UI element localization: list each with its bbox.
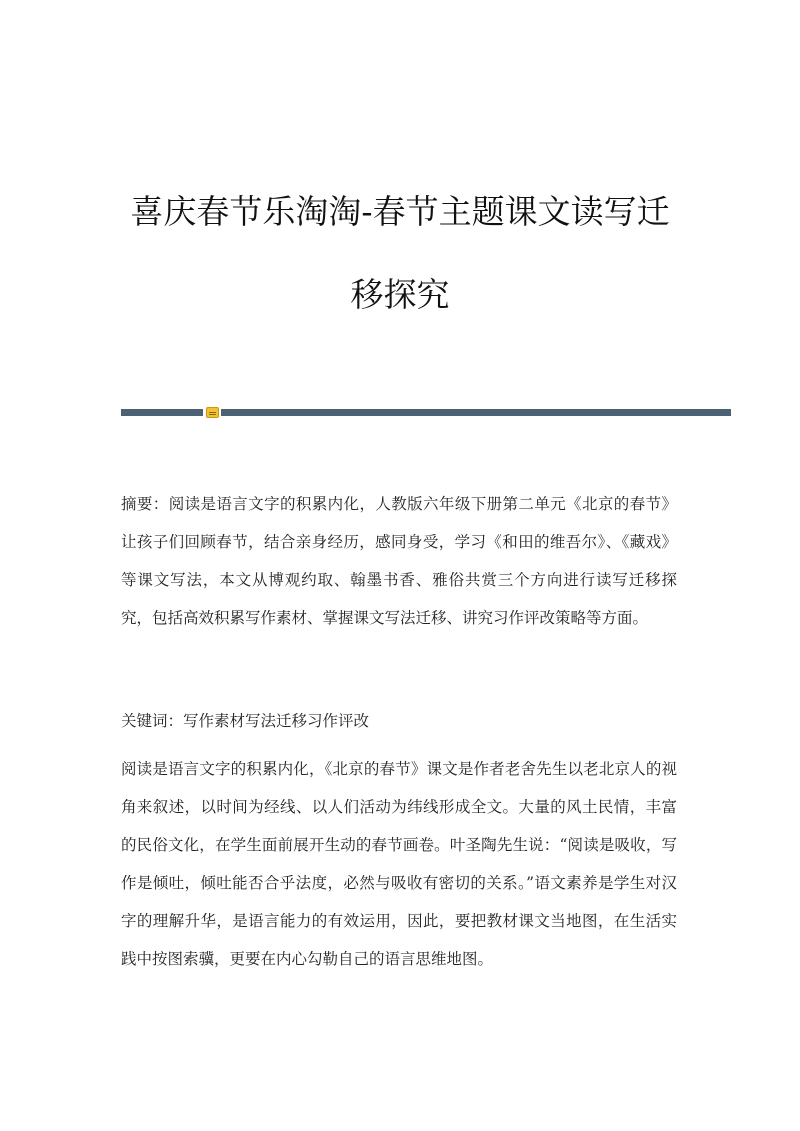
book-emblem-icon [206, 407, 219, 418]
keywords-line: 关键词：写作素材写法迁移习作评改 [121, 712, 370, 730]
body-paragraph: 阅读是语言文字的积累内化，《北京的春节》课文是作者老舍先生以老北京人的视角来叙述，以时间为经线、以人们活动为纬线形成全文。大量的风土民情，丰富的民俗文化，在学生面前展开生动的春节画卷。叶圣陶先生说：“阅读是吸收，写作是倾吐，倾吐能否合乎法度，必然与吸收有密切的关系。”语文素养是学生对汉字的理解升华，是语言能力的有效运用，因此，要把教材课文当地图，在生活实践中按图索骥，更要在内心勾勒自己的语言思维地图。 [121, 760, 677, 968]
divider-bar-left [121, 409, 203, 416]
divider-bar-right [221, 409, 731, 416]
document-title-line-1: 喜庆春节乐淘淘-春节主题课文读写迁 [130, 192, 670, 231]
title-divider [121, 409, 731, 417]
abstract-paragraph: 摘要：阅读是语言文字的积累内化，人教版六年级下册第二单元《北京的春节》让孩子们回顾春节，结合亲身经历，感同身受，学习《和田的维吾尔》、《藏戏》等课文写法，本文从博观约取、翰墨书香、雅俗共赏三个方向进行读写迁移探究，包括高效积累写作素材、掌握课文写法迁移、讲究习作评改策略等方面。 [121, 495, 677, 627]
document-title-line-2: 移探究 [350, 275, 450, 314]
